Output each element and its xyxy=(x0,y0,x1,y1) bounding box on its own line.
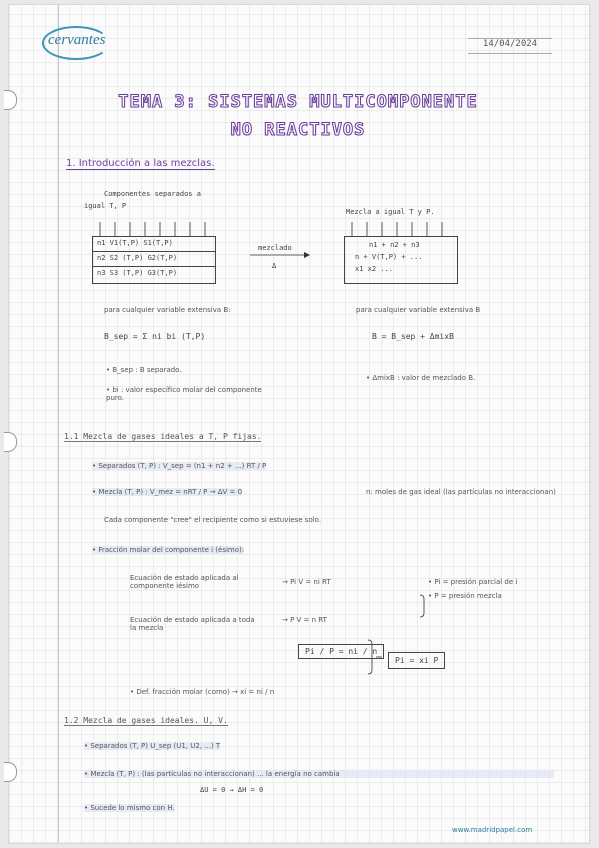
mixture-row: n + V(T,P) + ... xyxy=(355,253,423,261)
page-title-line1: TEMA 3: SISTEMAS MULTICOMPONENTE xyxy=(118,92,478,112)
eq-component: Ecuación de estado aplicada al componente iésimo xyxy=(130,574,239,590)
separated-row: n3 S3 (T,P) G3(T,P) xyxy=(97,269,178,277)
separated-uv: • Separados (T, P) U_sep (U1, U2, ...) T xyxy=(84,742,221,750)
section-heading-1-2: 1.2 Mezcla de gases ideales. U, V. xyxy=(64,716,228,725)
pressure-ratio: Pi / P = ni / n xyxy=(298,644,384,659)
mixture-tp: • Mezcla (T, P) : V_mez = nRT / P → ΔV = 0 xyxy=(92,488,243,496)
mixture-uv-result: ΔU = 0 → ΔH = 0 xyxy=(200,786,264,794)
mixture-row: x1 x2 ... xyxy=(355,265,393,273)
bullet-delta: • ΔmixB : valor de mezclado B. xyxy=(366,374,476,382)
same-enthalpy-note: • Sucede lo mismo con H. xyxy=(84,804,175,812)
mixture-pressure-def: • P = presión mezcla xyxy=(428,592,502,600)
bullet-bsep: • B_sep : B separado. xyxy=(106,366,182,374)
section-heading-1-1: 1.1 Mezcla de gases ideales a T, P fijas. xyxy=(64,432,262,441)
mixing-label: mezclado xyxy=(258,244,292,252)
molar-fraction-def: • Def. fracción molar (como) → xi = ni / n xyxy=(130,688,275,696)
separated-subheading: igual T, P xyxy=(84,202,127,210)
eq-component-result: → Pi V = ni RT xyxy=(282,578,331,586)
brand-logo: cervantes xyxy=(48,32,106,48)
section-heading-1: 1. Introducción a las mezclas. xyxy=(66,158,215,169)
page-title-line2: NO REACTIVOS xyxy=(230,120,366,140)
mixture-uv: • Mezcla (T, P) : (las partículas no interaccionan) ... la energía no cambia xyxy=(84,770,554,778)
mix-heading: Mezcla a igual T y P. xyxy=(346,208,435,216)
eq-mixture: Ecuación de estado aplicada a toda la mezcla xyxy=(130,616,255,632)
mixing-delta: Δ xyxy=(272,262,277,270)
each-component-note: Cada componente "cree" el recipiente como si estuviese solo. xyxy=(104,516,322,524)
molar-fraction-heading: • Fracción molar del componente i (ésimo): xyxy=(92,546,245,554)
right-note: para cualquier variable extensiva B xyxy=(356,306,481,314)
formula-b: B = B_sep + ΔmixB xyxy=(372,332,454,341)
mixture-box xyxy=(344,236,458,284)
formula-bsep: B_sep = Σ ni bi (T,P) xyxy=(104,332,206,341)
footer-url: www.madridpapel.com xyxy=(452,826,533,834)
separated-heading: Componentes separados a xyxy=(104,190,201,198)
mixture-note: n: moles de gas ideal (las partículas no interaccionan) xyxy=(366,488,556,496)
date-field: 14/04/2024 xyxy=(468,38,552,54)
separated-row: n2 S2 (T,P) G2(T,P) xyxy=(93,252,215,267)
separated-row: n1 V1(T,P) S1(T,P) xyxy=(93,237,215,252)
left-note: para cualquier variable extensiva B: xyxy=(104,306,231,314)
mixture-row: n1 + n2 + n3 xyxy=(369,241,420,249)
separated-components-box xyxy=(92,236,216,284)
separated-tp: • Separados (T, P) : V_sep = (n1 + n2 + ...) RT / P xyxy=(92,462,267,470)
eq-mixture-result: → P V = n RT xyxy=(282,616,327,624)
bullet-bi: • bi : valor específico molar del componente puro. xyxy=(106,386,262,402)
partial-pressure-def: • Pi = presión parcial de i xyxy=(428,578,518,586)
partial-pressure-result: Pi = xi P xyxy=(388,652,445,669)
